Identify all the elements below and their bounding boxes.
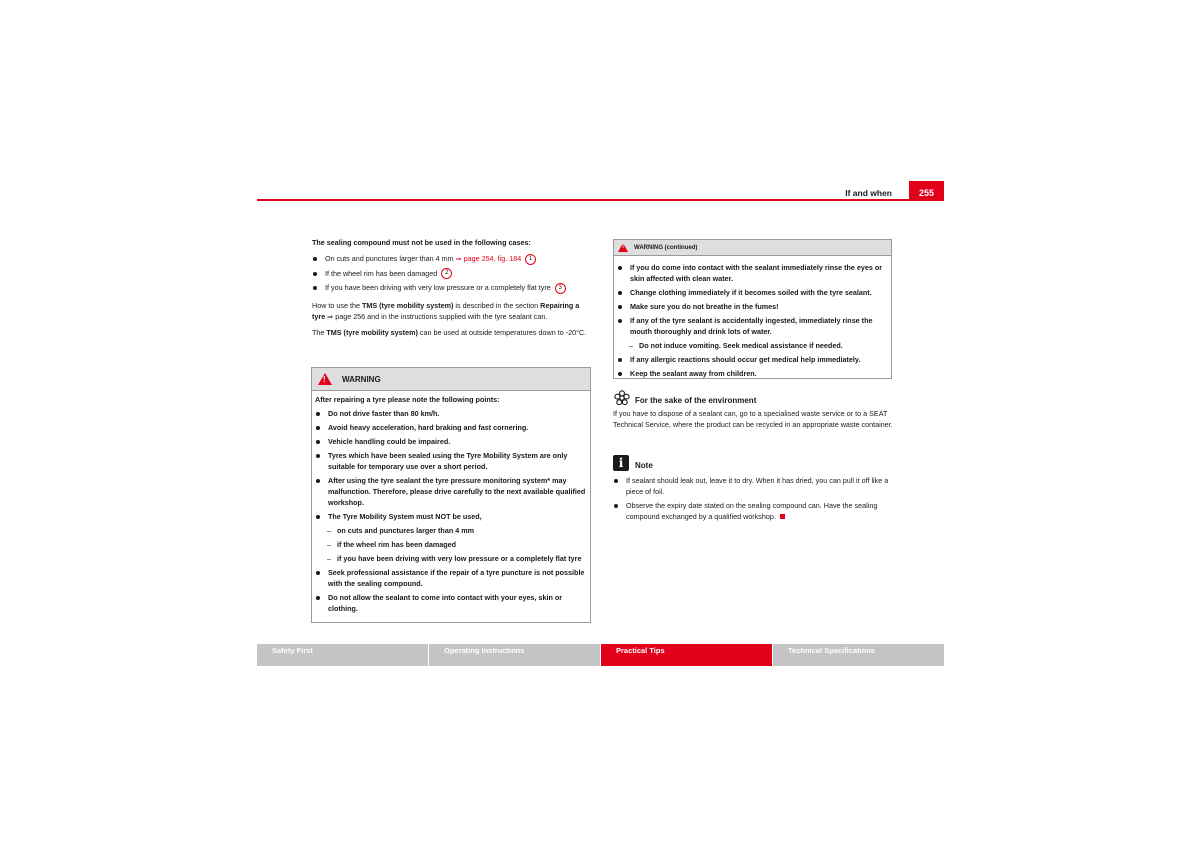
warning-box [311, 367, 591, 623]
warning-item: Vehicle handling could be impaired. [315, 436, 587, 447]
warning-item: If any of the tyre sealant is accidentally ingested, immediately rinse the mouth thoroughly and drink lots of water. [617, 315, 888, 337]
warning-item: Avoid heavy acceleration, hard braking and fast cornering. [315, 422, 587, 433]
page-reference-link[interactable]: ⇒ page 254, fig. 184 [455, 254, 522, 263]
end-marker-icon [780, 514, 785, 519]
warning-intro: After repairing a tyre please note the following points: [315, 395, 500, 404]
case-item: If the wheel rim has been damaged 2 [312, 268, 590, 280]
warning-subitem: – on cuts and punctures larger than 4 mm [315, 525, 587, 536]
warning-item: Make sure you do not breathe in the fumes! [617, 301, 888, 312]
warning-item: Change clothing immediately if it becomes soiled with the tyre sealant. [617, 287, 888, 298]
warning-item: Do not drive faster than 80 km/h. [315, 408, 587, 419]
warning-triangle-icon: ! [618, 243, 628, 252]
warning-item: After using the tyre sealant the tyre pressure monitoring system* may malfunction. Therefore, please drive carefully to the next available qualified workshop. [315, 475, 587, 508]
warning-item: Tyres which have been sealed using the Tyre Mobility System are only suitable for temporary use over a short period. [315, 450, 587, 472]
section-title: If and when [845, 188, 892, 198]
environment-section [613, 390, 893, 435]
tms-usage-paragraph: How to use the TMS (tyre mobility system) is described in the section Repairing a tyre ⇒ page 256 and in the instructions supplied with the tyre sealant can. [312, 300, 580, 321]
callout-number: 2 [441, 268, 452, 279]
warning-header [312, 368, 590, 391]
warning-title: WARNING [342, 374, 381, 384]
case-item: On cuts and punctures larger than 4 mm ⇒ page 254, fig. 184 1 [312, 253, 590, 265]
note-item: Observe the expiry date stated on the sealing compound can. Have the sealing compound exchanged by a qualified workshop. [613, 500, 893, 522]
info-icon: i [613, 455, 629, 471]
callout-number: 3 [555, 283, 566, 294]
warning-item: Keep the sealant away from children. [617, 368, 888, 379]
warning-continued-title: WARNING (continued) [634, 244, 698, 251]
warning-subitem: – Do not induce vomiting. Seek medical assistance if needed. [617, 340, 888, 351]
warning-item: If you do come into contact with the sealant immediately rinse the eyes or skin affected with clean water. [617, 262, 888, 284]
note-item: If sealant should leak out, leave it to dry. When it has dried, you can pull it off like a piece of foil. [613, 475, 893, 497]
note-section [613, 455, 893, 525]
environment-title: For the sake of the environment [635, 396, 757, 405]
case-item: If you have been driving with very low pressure or a completely flat tyre 3 [312, 282, 590, 294]
left-column [312, 237, 590, 343]
cases-heading: The sealing compound must not be used in the following cases: [312, 238, 531, 247]
warning-item: The Tyre Mobility System must NOT be used, [315, 511, 587, 522]
tab-technical-specifications[interactable]: Technical Specifications [773, 644, 944, 666]
warning-body [312, 391, 590, 619]
warning-continued-header [614, 240, 891, 256]
tms-temperature-paragraph: The TMS (tyre mobility system) can be used at outside temperatures down to -20°C. [312, 327, 587, 337]
environment-text: If you have to dispose of a sealant can, go to a specialised waste service or to a SEAT Technical Service, where the product can be recycled in an appropriate waste container. [613, 409, 893, 429]
warning-continued-box [613, 239, 892, 379]
warning-item: Do not allow the sealant to come into contact with your eyes, skin or clothing. [315, 592, 587, 614]
warning-triangle-icon: ! [318, 373, 332, 385]
warning-item: Seek professional assistance if the repair of a tyre puncture is not possible with the sealing compound. [315, 567, 587, 589]
section-link[interactable]: Repairing a tyre [312, 300, 580, 321]
warning-subitem: – if the wheel rim has been damaged [315, 539, 587, 550]
tab-safety-first[interactable]: Safety First [257, 644, 428, 666]
callout-number: 1 [525, 254, 536, 265]
warning-item: If any allergic reactions should occur get medical help immediately. [617, 354, 888, 365]
tab-practical-tips[interactable]: Practical Tips [601, 644, 772, 666]
header-rule [257, 199, 944, 201]
flower-icon [613, 390, 631, 406]
tab-operating-instructions[interactable]: Operating Instructions [429, 644, 600, 666]
page-number: 255 [909, 181, 944, 201]
note-title: Note [635, 461, 653, 470]
warning-continued-body [614, 256, 891, 384]
warning-subitem: – if you have been driving with very low pressure or a completely flat tyre [315, 553, 587, 564]
